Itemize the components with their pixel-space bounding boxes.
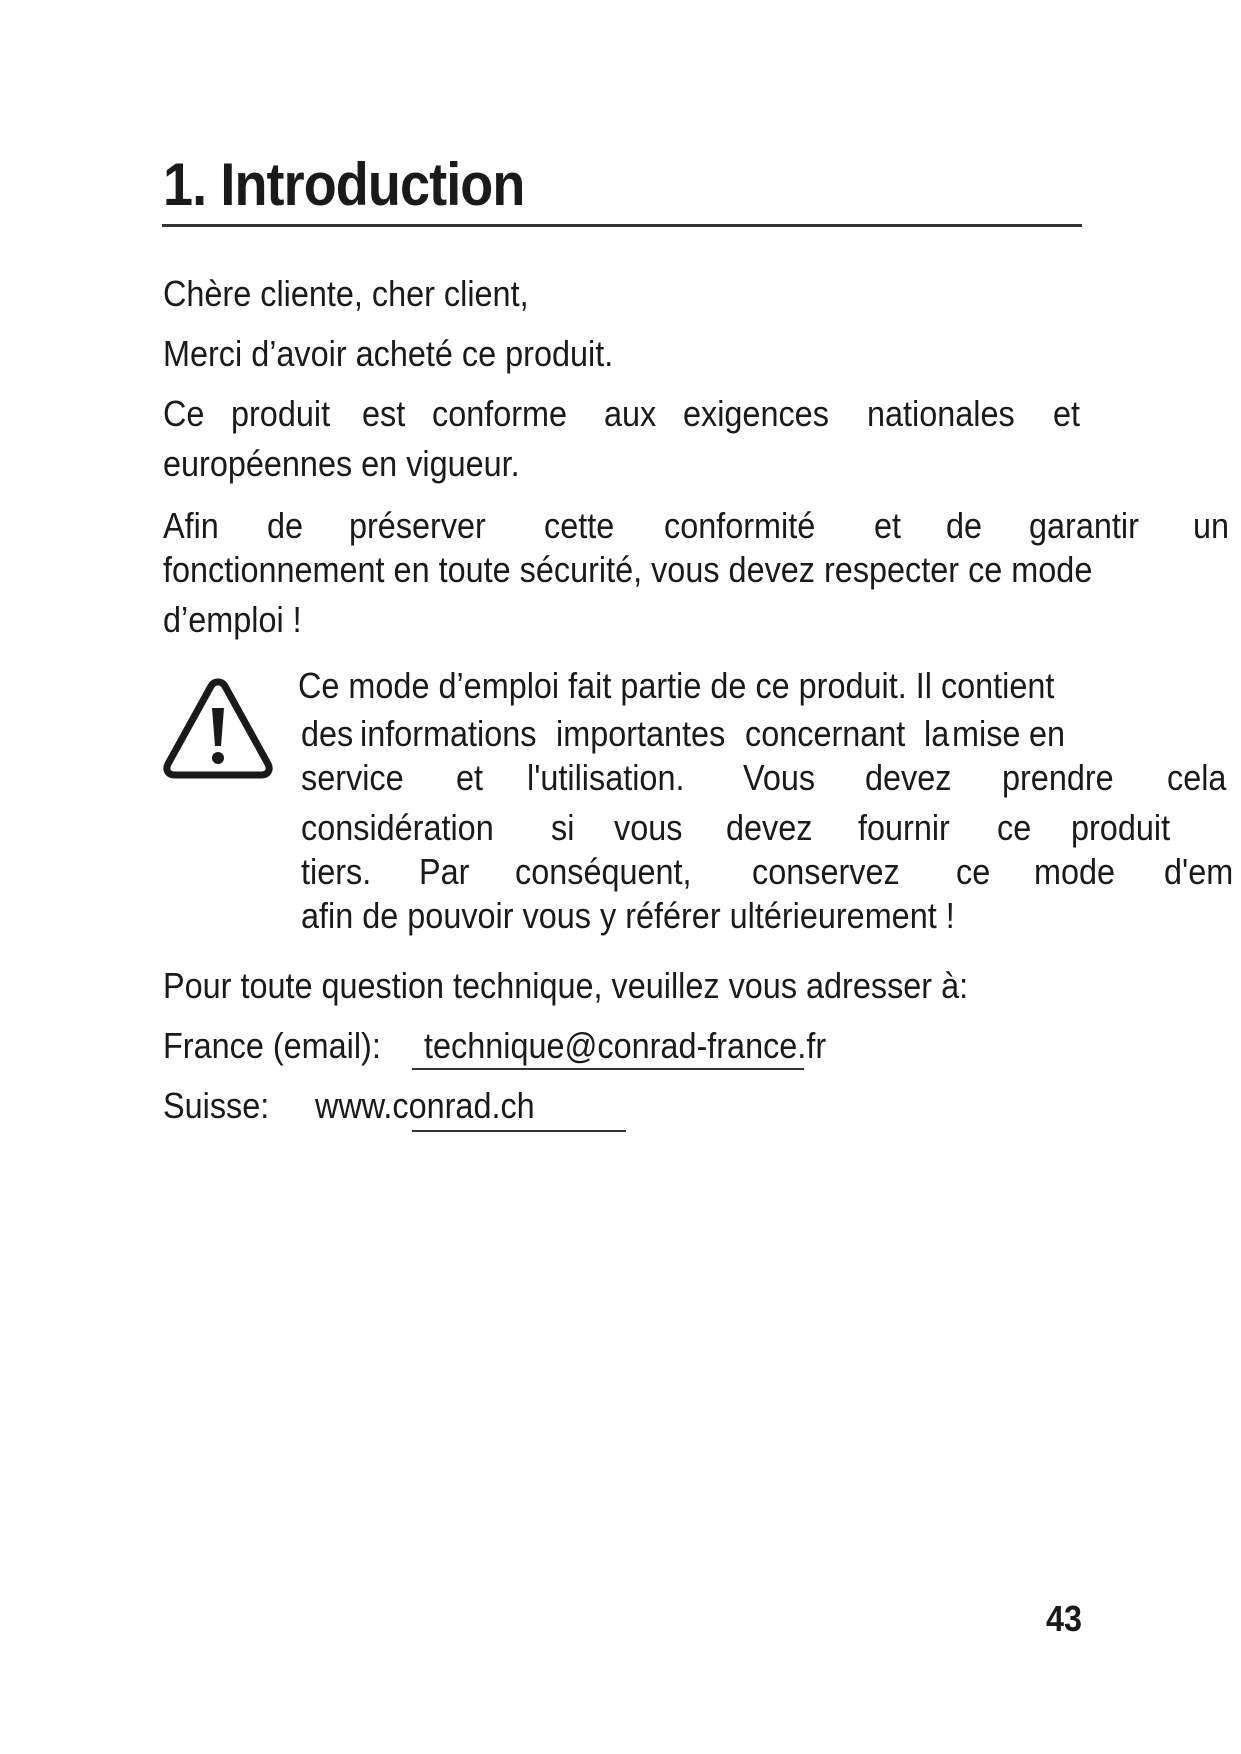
safety-line-1: Afin de préserver cette conformité et de garantir un: [163, 505, 1229, 546]
page-title: 1. Introduction: [163, 151, 525, 218]
thanks-text: Merci d’avoir acheté ce produit.: [163, 333, 614, 374]
contact-intro: Pour toute question technique, veuillez vous adresser à:: [163, 965, 969, 1006]
safety-line-3: d’emploi !: [163, 599, 302, 640]
conformity-line-2: européennes en vigueur.: [163, 443, 520, 484]
warning-line-5: tiers. Par conséquent, conservez ce mode d'em: [301, 851, 1234, 892]
warning-line-2: des informations importantes concernant la mise en: [301, 713, 1065, 754]
conformity-line-1: Ce produit est conforme aux exigences nationales et: [163, 393, 1080, 434]
safety-line-2: fonctionnement en toute sécurité, vous devez respecter ce mode: [163, 549, 1093, 590]
france-label: France (email):: [163, 1025, 381, 1066]
france-email-underline: [412, 1068, 804, 1070]
warning-line-1: Ce mode d’emploi fait partie de ce produit. Il contient: [298, 665, 1055, 706]
france-email-link[interactable]: technique@conrad-france.fr: [424, 1025, 827, 1066]
suisse-label: Suisse:: [163, 1085, 270, 1126]
page-number: 43: [1046, 1598, 1083, 1639]
title-rule: [162, 224, 1082, 227]
suisse-website-underline: [412, 1130, 626, 1132]
warning-triangle-icon: [162, 676, 274, 780]
greeting-text: Chère cliente, cher client,: [163, 273, 529, 314]
warning-line-3: service et l'utilisation. Vous devez prendre cela: [301, 757, 1227, 798]
suisse-website-link[interactable]: www.conrad.ch: [315, 1085, 535, 1126]
warning-line-6: afin de pouvoir vous y référer ultérieurement !: [301, 895, 955, 936]
warning-line-4: considération si vous devez fournir ce produit: [301, 807, 1170, 848]
